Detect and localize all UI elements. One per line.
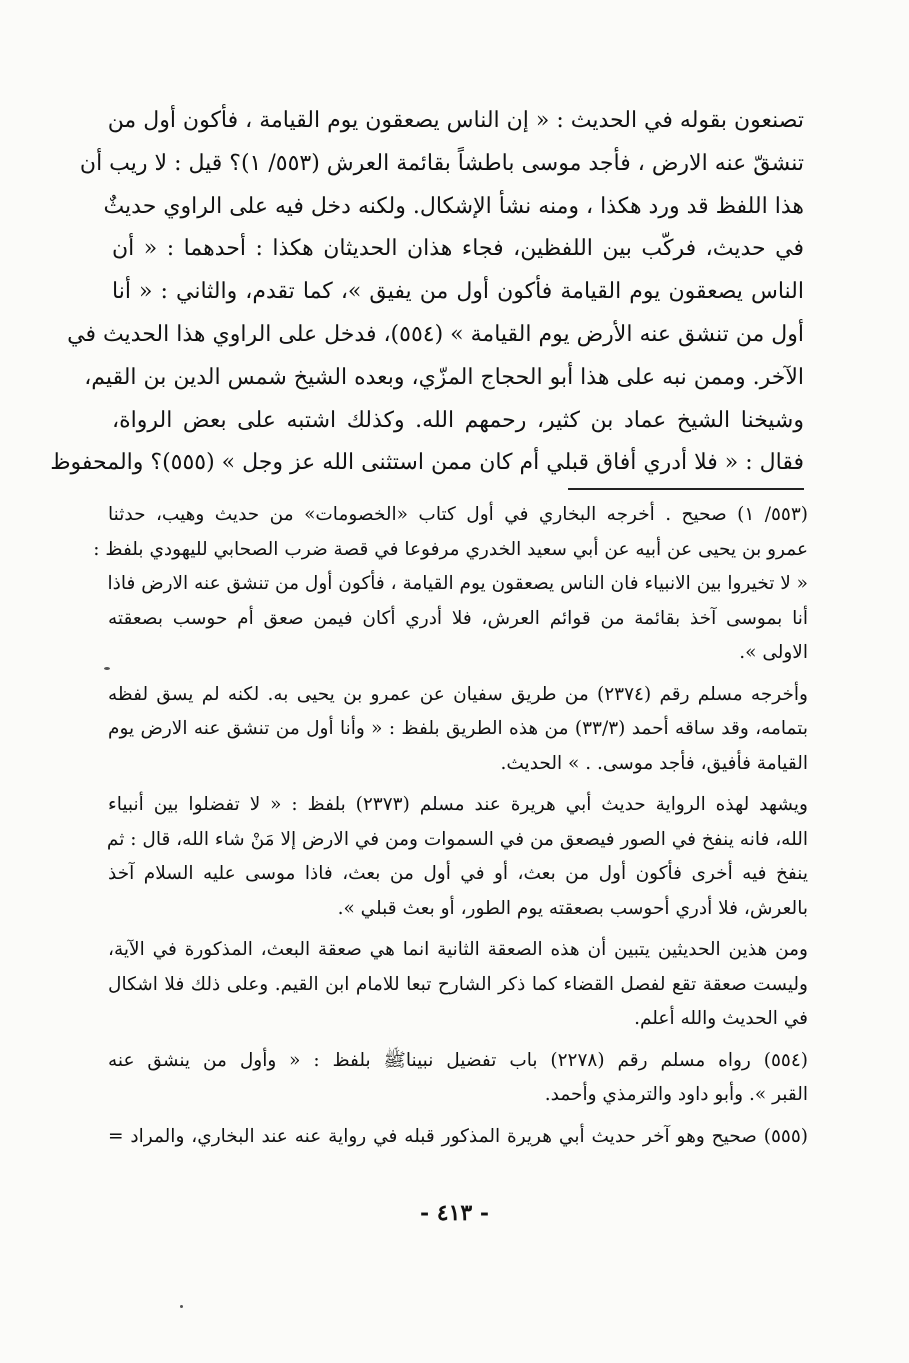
footnote-line: وليست صعقة تقع لفصل القضاء كما ذكر الشارح تبعا للامام ابن القيم. وعلى ذلك فلا اشكال — [108, 973, 808, 995]
footnote-line: (٥٥٤) رواه مسلم رقم (٢٢٧٨) باب تفضيل نبيناﷺ بلفظ : « وأول من ينشق عنه — [108, 1049, 808, 1071]
footnote-553-muslim — [108, 678, 808, 782]
footnote-line: القبر ». وأبو داود والترمذي وأحمد. — [544, 1084, 808, 1105]
footnote-line: وأخرجه مسلم رقم (٢٣٧٤) من طريق سفيان عن عمرو بن يحيى به. لكنه لم يسق لفظه — [108, 683, 808, 705]
main-text-line: تصنعون بقوله في الحديث : « إن الناس يصعقون يوم القيامة ، فأكون أول من — [107, 108, 804, 133]
footnote-line: ينفخ فيه أخرى فأكون أول من بعث، أو في أول من بعث، فاذا موسى عليه السلام آخذ — [108, 863, 808, 884]
footnote-555 — [108, 1120, 808, 1155]
main-text-line: وشيخنا الشيخ عماد بن كثير، رحمهم الله. وكذلك اشتبه على بعض الرواة، — [112, 407, 804, 433]
footnote-line: الاولى ». — [739, 642, 808, 663]
main-text-line: تنشقّ عنه الارض ، فأجد موسى باطشاً بقائمة العرش (٥٥٣/ ١)؟ قيل : لا ريب أن — [79, 150, 804, 176]
footnote-line: (٥٥٣/ ١) صحيح . أخرجه البخاري في أول كتاب «الخصومات» من حديث وهيب، حدثنا — [108, 504, 808, 525]
page-number: - ٤١٣ - — [419, 1200, 490, 1226]
footnote-553-witness — [108, 788, 808, 926]
footnote-line: ويشهد لهذه الرواية حديث أبي هريرة عند مسلم (٢٣٧٣) بلفظ : « لا تفضلوا بين أنبياء — [108, 794, 808, 815]
main-text-line: في حديث، فركّب بين اللفظين، فجاء هذان الحديثان هكذا : أحدهما : « أن — [112, 236, 804, 262]
main-text-line: هذا اللفظ قد ورد هكذا ، ومنه نشأ الإشكال. ولكنه دخل فيه على الراوي حديثٌ — [103, 193, 804, 219]
footnotes — [93, 498, 808, 1154]
footnote-line: بتمامه، وقد ساقه أحمد (٣٣/٣) من هذه الطريق بلفظ : « وأنا أول من تنشق عنه الارض يوم — [108, 718, 808, 739]
footnote-line: بالعرش، فلا أدري أحوسب بصعقته يوم الطور، أو بعث قبلي ». — [337, 897, 808, 919]
footnote-line: في الحديث والله أعلم. — [634, 1008, 808, 1029]
footnote-line: ومن هذين الحديثين يتبين أن هذه الصعقة الثانية انما هي صعقة البعث، المذكورة في الآية، — [108, 939, 808, 960]
footnote-553-conclusion — [108, 933, 808, 1037]
scan-speck — [180, 1305, 183, 1308]
main-text — [50, 100, 804, 485]
footnote-line: (٥٥٥) صحيح وهو آخر حديث أبي هريرة المذكور قبله في رواية عنه عند البخاري، والمراد = — [108, 1125, 808, 1147]
footnote-553 — [93, 498, 808, 671]
footnote-line: أنا بموسى آخذ بقائمة من قوائم العرش، فلا أدري أكان فيمن صعق أم حوسب بصعقته — [108, 607, 808, 629]
main-text-line: أول من تنشق عنه الأرض يوم القيامة » (٥٥٤)، فدخل على الراوي هذا الحديث في — [67, 321, 804, 347]
scan-speck — [104, 667, 110, 670]
footnote-line: عمرو بن يحيى عن أبيه عن أبي سعيد الخدري مرفوعا في قصة ضرب الصحابي لليهودي بلفظ : — [93, 538, 808, 560]
footnote-554 — [108, 1044, 808, 1113]
footnote-line: القيامة فأفيق، فأجد موسى. . » الحديث. — [500, 752, 808, 774]
footnote-line: « لا تخيروا بين الانبياء فان الناس يصعقون يوم القيامة ، فأكون أول من تنشق عنه الارض فاذا — [107, 573, 808, 594]
main-text-line: فقال : « فلا أدري أفاق قبلي أم كان ممن استثنى الله عز وجل » (٥٥٥)؟ والمحفوظ — [50, 450, 804, 476]
footnote-line: الله، فانه ينفخ في الصور فيصعق من في السموات ومن في الارض إلا مَنْ شاء الله، قال : ثم — [106, 828, 808, 850]
main-text-line: الناس يصعقون يوم القيامة فأكون أول من يفيق »، كما تقدم، والثاني : « أنا — [112, 279, 804, 305]
main-text-line: الآخر. وممن نبه على هذا أبو الحجاج المزّي، وبعده الشيخ شمس الدين بن القيم، — [84, 364, 804, 390]
footnote-separator — [568, 488, 804, 490]
